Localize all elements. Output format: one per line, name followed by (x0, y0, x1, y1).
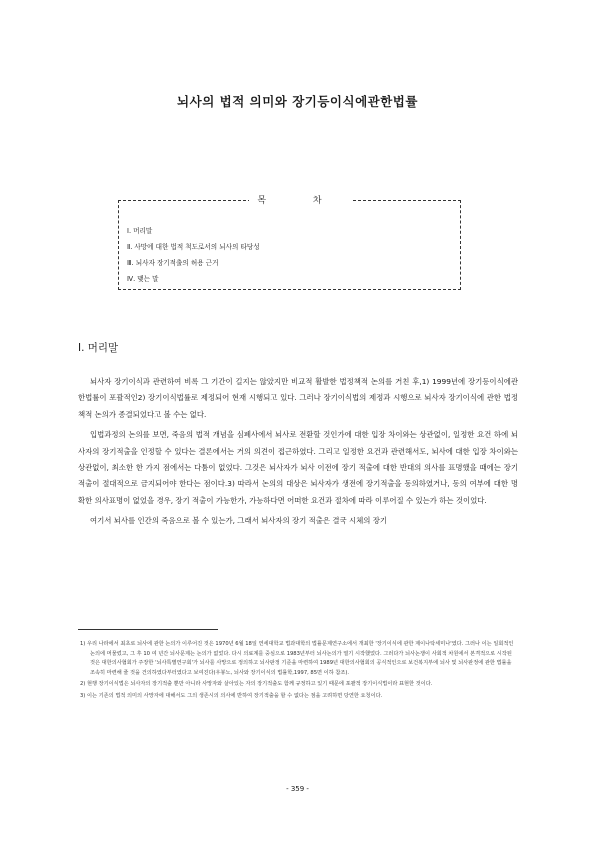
footnote-3: 3) 이는 기존의 법적 의미의 사망자에 대해서도 그의 생존시의 의사에 반하여 장기적출을 할 수 없다는 점을 고려하면 당연한 요청이다. (80, 692, 383, 699)
toc-item-3: Ⅲ. 뇌사자 장기적출의 허용 근거 (127, 259, 219, 267)
document-title: 뇌사의 법적 의미와 장기등이식에관한법률 (177, 94, 418, 109)
body-text (78, 374, 518, 534)
footnote-2: 2) 현행 장기이식법은 뇌사자의 장기적출 뿐만 아니라 사망자와 살아있는 자의 장기적출도 함께 규정하고 있기 때문에 포괄적 장기이식법이라 표현한 것이다. (80, 681, 433, 688)
footnote-1: 1) 우리 나라에서 최초로 뇌사에 관한 논의가 이루어진 것은 1970년 6월 18일 연세대학교 법과대학의 법률문제연구소에서 개최한 '장기이식에 관한 제이나탁세미나'였다. 그러나 이는 일회적인 논의에 머물렀고, 그 후 10 여 년간 뇌사문제는 논의가 없었다. 다시 의료계를 중심으로 1983년부터 뇌사논의가 열기 시작했었다. 그러다가 뇌사논쟁이 사회적 차원에서 본격적으로 시작된 것은 대한의사협회가 주장한 '뇌사특별연구회'가 뇌사를 사망으로 정의하고 뇌사판정 기준을 마련하여 1989년 대한의사협회의 공식적인으로 보건복지부에 뇌사 및 뇌사판정에 관한 법률을 조속히 마련해 줄 것을 건의하였다부터였다고 보여진다(우봉노, 뇌사와 장기이식의 법률학,1997, 85면 이하 참조). (80, 641, 514, 676)
footnotes (80, 640, 516, 704)
toc-heading: 목 차 (119, 193, 460, 206)
toc-item-1: Ⅰ. 머리말 (127, 227, 153, 235)
toc-item-2: Ⅱ. 사망에 대한 법적 척도로서의 뇌사의 타당성 (127, 243, 260, 251)
page-number: - 359 - (286, 785, 309, 793)
section-heading: Ⅰ. 머리말 (78, 342, 119, 354)
toc-item-4: Ⅳ. 맺는 말 (127, 275, 159, 283)
footnote-divider (78, 629, 218, 630)
toc-list (127, 223, 260, 287)
table-of-contents (118, 196, 461, 290)
paragraph-1: 뇌사자 장기이식과 관련하여 비록 그 기간이 길지는 않았지만 비교적 활발한 법정책적 논의를 거친 후,1) 1999년에 장기등이식에관한법률이 포괄적인2) 장기이식법률로 제정되어 현재 시행되고 있다. 그러나 장기이식법의 제정과 시행으로 뇌사자 장기이식에 관한 법정책적 논의가 종결되었다고 볼 수는 없다. (78, 377, 518, 419)
paragraph-2: 입법과정의 논의를 보면, 죽음의 법적 개념을 심폐사에서 뇌사로 전환할 것인가에 대한 입장 차이와는 상관없이, 일정한 요건 하에 뇌사자의 장기적출을 인정할 수 있다는 결론에서는 거의 의견이 접근하였다. 그리고 일정한 요건과 관련해서도, 뇌사에 대한 입장 차이와는 상관없이, 최소한 한 가지 점에서는 다툼이 없었다. 그것은 뇌사자가 뇌사 이전에 장기 적출에 대한 반대의 의사를 표명했을 때에는 장기 적출이 절대적으로 금지되어야 한다는 점이다.3) 따라서 논의의 대상은 뇌사자가 생전에 장기적출을 동의하였거나, 동의 여부에 대한 명확한 의사표명이 없었을 경우, 장기 적출이 가능한가, 가능하다면 어떠한 요건과 절차에 따라 이루어질 수 있는가 하는 것이었다. (78, 430, 518, 505)
paragraph-3: 여기서 뇌사를 인간의 죽음으로 볼 수 있는가, 그래서 뇌사자의 장기 적출은 결국 시체의 장기 (90, 516, 388, 526)
